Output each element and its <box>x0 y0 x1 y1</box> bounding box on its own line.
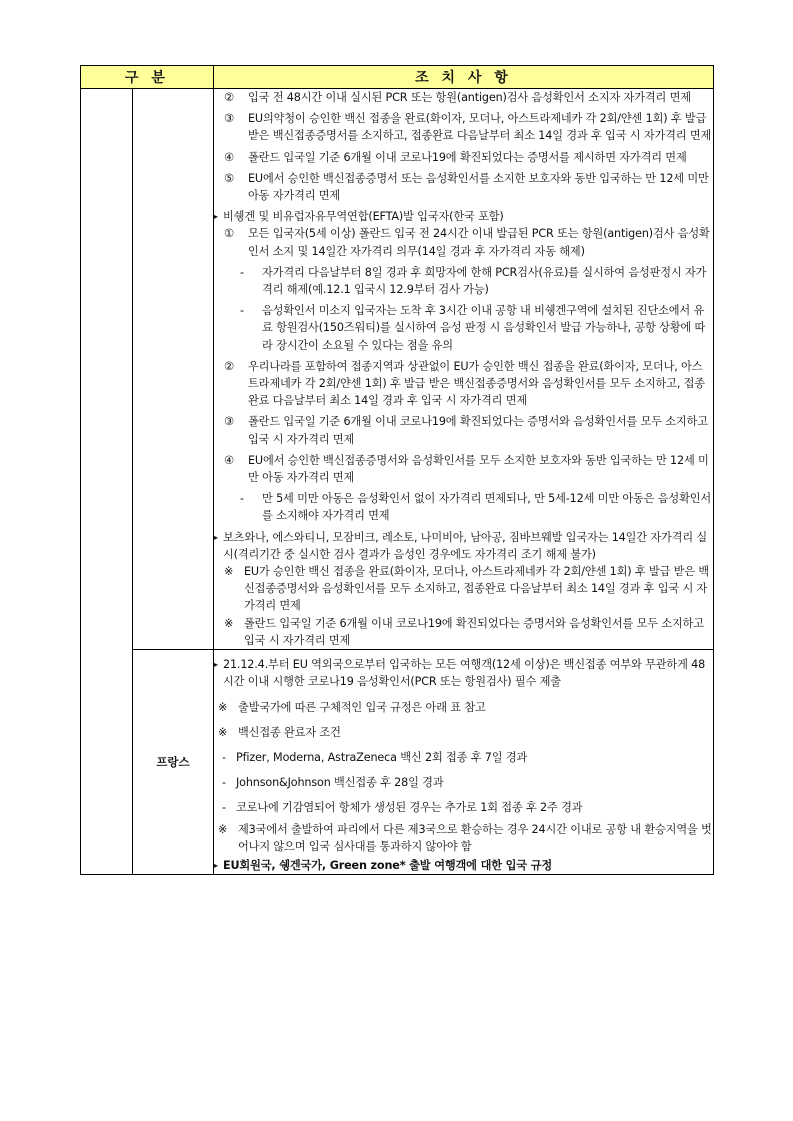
africa-note-1: ※ EU가 승인한 백신 접종을 완료(화이자, 모더나, 아스트라제네카 각 2회/얀센 1회) 후 발급 받은 백신접종증명서와 음성확인서를 모두 소지하고, 접종완료 다음날부터 최소 14일 경과 후 입국 시 자가격리 면제 <box>224 565 710 613</box>
non-schengen-item-2: ② 우리나라를 포함하여 접종지역과 상관없이 EU가 승인한 백신 접종을 완료(화이자, 모더나, 아스트라제네카 각 2회/얀센 1회) 후 발급 받은 백신접종증명서와 음성확인서를 모두 소지하고, 접종완료 다음날부터 최소 14일 경과 후 입국 시 자가격리 면제 <box>224 359 705 408</box>
poland-row <box>81 89 714 650</box>
france-row <box>81 650 714 875</box>
france-note-transit: ※ 제3국에서 출발하여 파리에서 다른 제3국으로 환승하는 경우 24시간 이내로 공항 내 환승지역을 벗어나지 않으며 입국 심사대를 통과하지 않아야 함 <box>218 822 712 853</box>
country-cell-france: 프랑스 <box>133 650 214 875</box>
poland-item-5: ⑤ EU에서 승인한 백신접종증명서 또는 음성확인서를 소지한 보호자와 동반 입국하는 만 12세 미만 아동 자가격리 면제 <box>224 171 709 203</box>
country-cell-poland <box>133 89 214 650</box>
poland-measures <box>214 89 714 650</box>
region-cell <box>81 89 133 875</box>
non-schengen-item-1: ① 모든 입국자(5세 이상) 폴란드 입국 전 24시간 이내 발급된 PCR 또는 항원(antigen)검사 음성확인서 소지 및 14일간 자가격리 의무(14일 경과 후 자가격리 자동 해제) <box>224 227 710 258</box>
non-schengen-item-3: ③ 폴란드 입국일 기준 6개월 이내 코로나19에 확진되었다는 증명서와 음성확인서를 모두 소지하고 입국 시 자가격리 면제 <box>224 415 708 446</box>
measures-table <box>80 65 714 875</box>
non-schengen-dash-3: - 만 5세 미만 아동은 음성확인서 없이 자가격리 면제되나, 만 5세-12세 미만 아동은 음성확인서를 소지해야 자가격리 면제 <box>240 492 712 523</box>
non-schengen-dash-2: - 음성확인서 미소지 입국자는 도착 후 3시간 이내 공항 내 비쉥겐구역에 설치된 진단소에서 유료 항원검사(150즈워티)를 실시하여 음성 판정 시 음성확인서 발급 가능하나, 공항 상황에 따라 장시간이 소요될 수 있다는 점을 유의 <box>240 304 706 352</box>
france-note-table: ※ 출발국가에 따른 구체적인 입국 규정은 아래 표 참고 <box>218 700 486 714</box>
header-category: 구 분 <box>81 66 214 89</box>
poland-item-2: ② 입국 전 48시간 이내 실시된 PCR 또는 항원(antigen)검사 음성확인서 소지자 자가격리 면제 <box>224 91 691 104</box>
france-intro: ▸ 21.12.4.부터 EU 역외국으로부터 입국하는 모든 여행객(12세 이상)은 백신접종 여부와 무관하게 48시간 이내 시행한 코로나19 음성확인서(PCR 또는 항원검사) 필수 제출 <box>214 658 706 689</box>
france-rule-title: ▸ EU회원국, 쉥겐국가, Green zone* 출발 여행객에 대한 입국 규정 <box>214 858 553 872</box>
africa-rule: ▸ 보츠와나, 에스와티니, 모잠비크, 레소토, 나미비아, 남아공, 짐바브웨발 입국자는 14일간 자가격리 실시(격리기간 중 실시한 검사 결과가 음성인 경우에도 자가격리 조기 해제 불가) <box>214 530 708 561</box>
non-schengen-title: ▸ 비쉥겐 및 비유럽자유무역연합(EFTA)발 입국자(한국 포함) <box>214 210 504 224</box>
france-note-vaccine: ※ 백신접종 완료자 조건 <box>218 725 341 739</box>
poland-item-4: ④ 폴란드 입국일 기준 6개월 이내 코로나19에 확진되었다는 증명서를 제시하면 자가격리 면제 <box>224 150 687 164</box>
table-header-row <box>81 66 714 89</box>
france-cond-2: - Johnson&Johnson 백신접종 후 28일 경과 <box>222 776 444 790</box>
non-schengen-item-4: ④ EU에서 승인한 백신접종증명서와 음성확인서를 모두 소지한 보호자와 동반 입국하는 만 12세 미만 아동 자가격리 면제 <box>224 453 709 485</box>
poland-item-3: ③ EU의약청이 승인한 백신 접종을 완료(화이자, 모더나, 아스트라제네카 각 2회/얀센 1회) 후 발급 받은 백신접종증명서를 소지하고, 접종완료 다음날부터 최소 14일 경과 후 입국 시 자가격리 면제 <box>224 112 712 143</box>
france-cond-3: - 코로나에 기감염되어 항체가 생성된 경우는 추가로 1회 접종 후 2주 경과 <box>222 801 583 815</box>
africa-note-2: ※ 폴란드 입국일 기준 6개월 이내 코로나19에 확진되었다는 증명서와 음성확인서를 모두 소지하고 입국 시 자가격리 면제 <box>224 616 704 647</box>
non-schengen-dash-1: - 자가격리 다음날부터 8일 경과 후 희망자에 한해 PCR검사(유료)를 실시하여 음성판정시 자가격리 해제(예.12.1 입국시 12.9부터 검사 가능) <box>240 265 707 297</box>
france-cond-1: - Pfizer, Moderna, AstraZeneca 백신 2회 접종 후 7일 경과 <box>222 750 528 764</box>
header-measures: 조 치 사 항 <box>214 66 714 89</box>
france-measures <box>214 650 714 875</box>
